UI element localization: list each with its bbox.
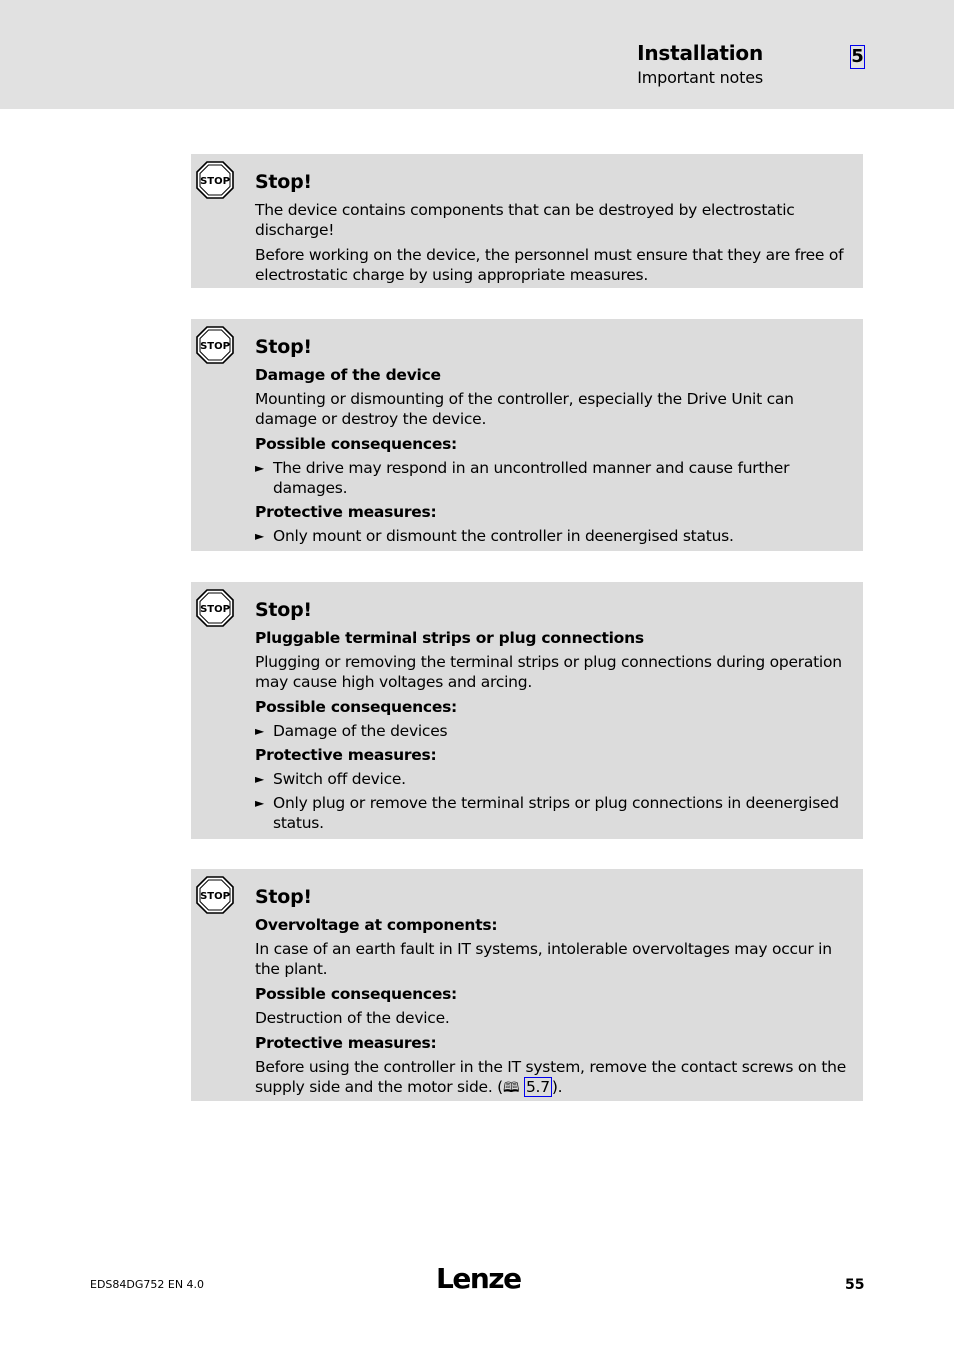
notice-subject: Damage of the device [255, 366, 441, 384]
stop-sign-icon [196, 326, 234, 364]
notice-description: In case of an earth fault in IT systems, intolerable overvoltages may occur in the plant. [255, 940, 832, 978]
list-item: ► Switch off device. [255, 770, 406, 788]
notice-heading: Stop! [255, 171, 312, 193]
notice-heading: Stop! [255, 336, 312, 358]
notice-text: Before working on the device, the personnel must ensure that they are free of electrostatic charge by using appropriate measures. [255, 246, 844, 284]
stop-notice-2 [191, 319, 863, 551]
stop-sign-icon [196, 876, 234, 914]
page-subtitle: Important notes [637, 68, 763, 87]
notice-heading: Stop! [255, 886, 312, 908]
measures-label: Protective measures: [255, 746, 437, 764]
book-icon: 🕮 [502, 1080, 520, 1096]
measure-text: Before using the controller in the IT system, remove the contact screws on the supply side and the motor side. (🕮 5.7 ). [255, 1058, 847, 1096]
stop-notice-3 [191, 582, 863, 839]
stop-sign-text: STOP [200, 341, 230, 352]
measures-label: Protective measures: [255, 503, 437, 521]
stop-sign-icon [196, 161, 234, 199]
chapter-link[interactable]: 5 [851, 46, 864, 67]
consequences-label: Possible consequences: [255, 698, 458, 716]
arrow-right-icon: ► [255, 724, 264, 738]
consequences-label: Possible consequences: [255, 985, 458, 1003]
page-number: 55 [845, 1277, 865, 1293]
stop-sign-text: STOP [200, 891, 230, 902]
list-item: ► The drive may respond in an uncontrolled manner and cause further damages. [255, 459, 790, 497]
consequence-text: Destruction of the device. [255, 1009, 450, 1027]
lenze-logo: Lenze [436, 1262, 521, 1295]
page-title: Installation [637, 41, 763, 65]
measures-label: Protective measures: [255, 1034, 437, 1052]
stop-notice-1 [191, 154, 863, 288]
arrow-right-icon: ► [255, 796, 264, 810]
stop-notice-4 [191, 869, 863, 1101]
document-id: EDS84DG752 EN 4.0 [90, 1278, 205, 1291]
notice-subject: Pluggable terminal strips or plug connections [255, 629, 644, 647]
notice-description: Mounting or dismounting of the controller, especially the Drive Unit can damage or destroy the device. [255, 390, 794, 428]
arrow-right-icon: ► [255, 772, 264, 786]
notice-heading: Stop! [255, 599, 312, 621]
list-item: ► Damage of the devices [255, 722, 448, 740]
notice-text: The device contains components that can be destroyed by electrostatic discharge! [255, 201, 795, 239]
section-link[interactable]: 5.7 [525, 1078, 550, 1096]
notice-subject: Overvoltage at components: [255, 916, 498, 934]
notice-description: Plugging or removing the terminal strips or plug connections during operation may cause high voltages and arcing. [255, 653, 842, 691]
page-header [0, 0, 954, 109]
stop-sign-text: STOP [200, 604, 230, 615]
list-item: ► Only plug or remove the terminal strips or plug connections in deenergised status. [255, 794, 839, 832]
list-item: ► Only mount or dismount the controller in deenergised status. [255, 527, 734, 545]
stop-sign-icon [196, 589, 234, 627]
stop-sign-text: STOP [200, 176, 230, 187]
arrow-right-icon: ► [255, 461, 264, 475]
consequences-label: Possible consequences: [255, 435, 458, 453]
arrow-right-icon: ► [255, 529, 264, 543]
